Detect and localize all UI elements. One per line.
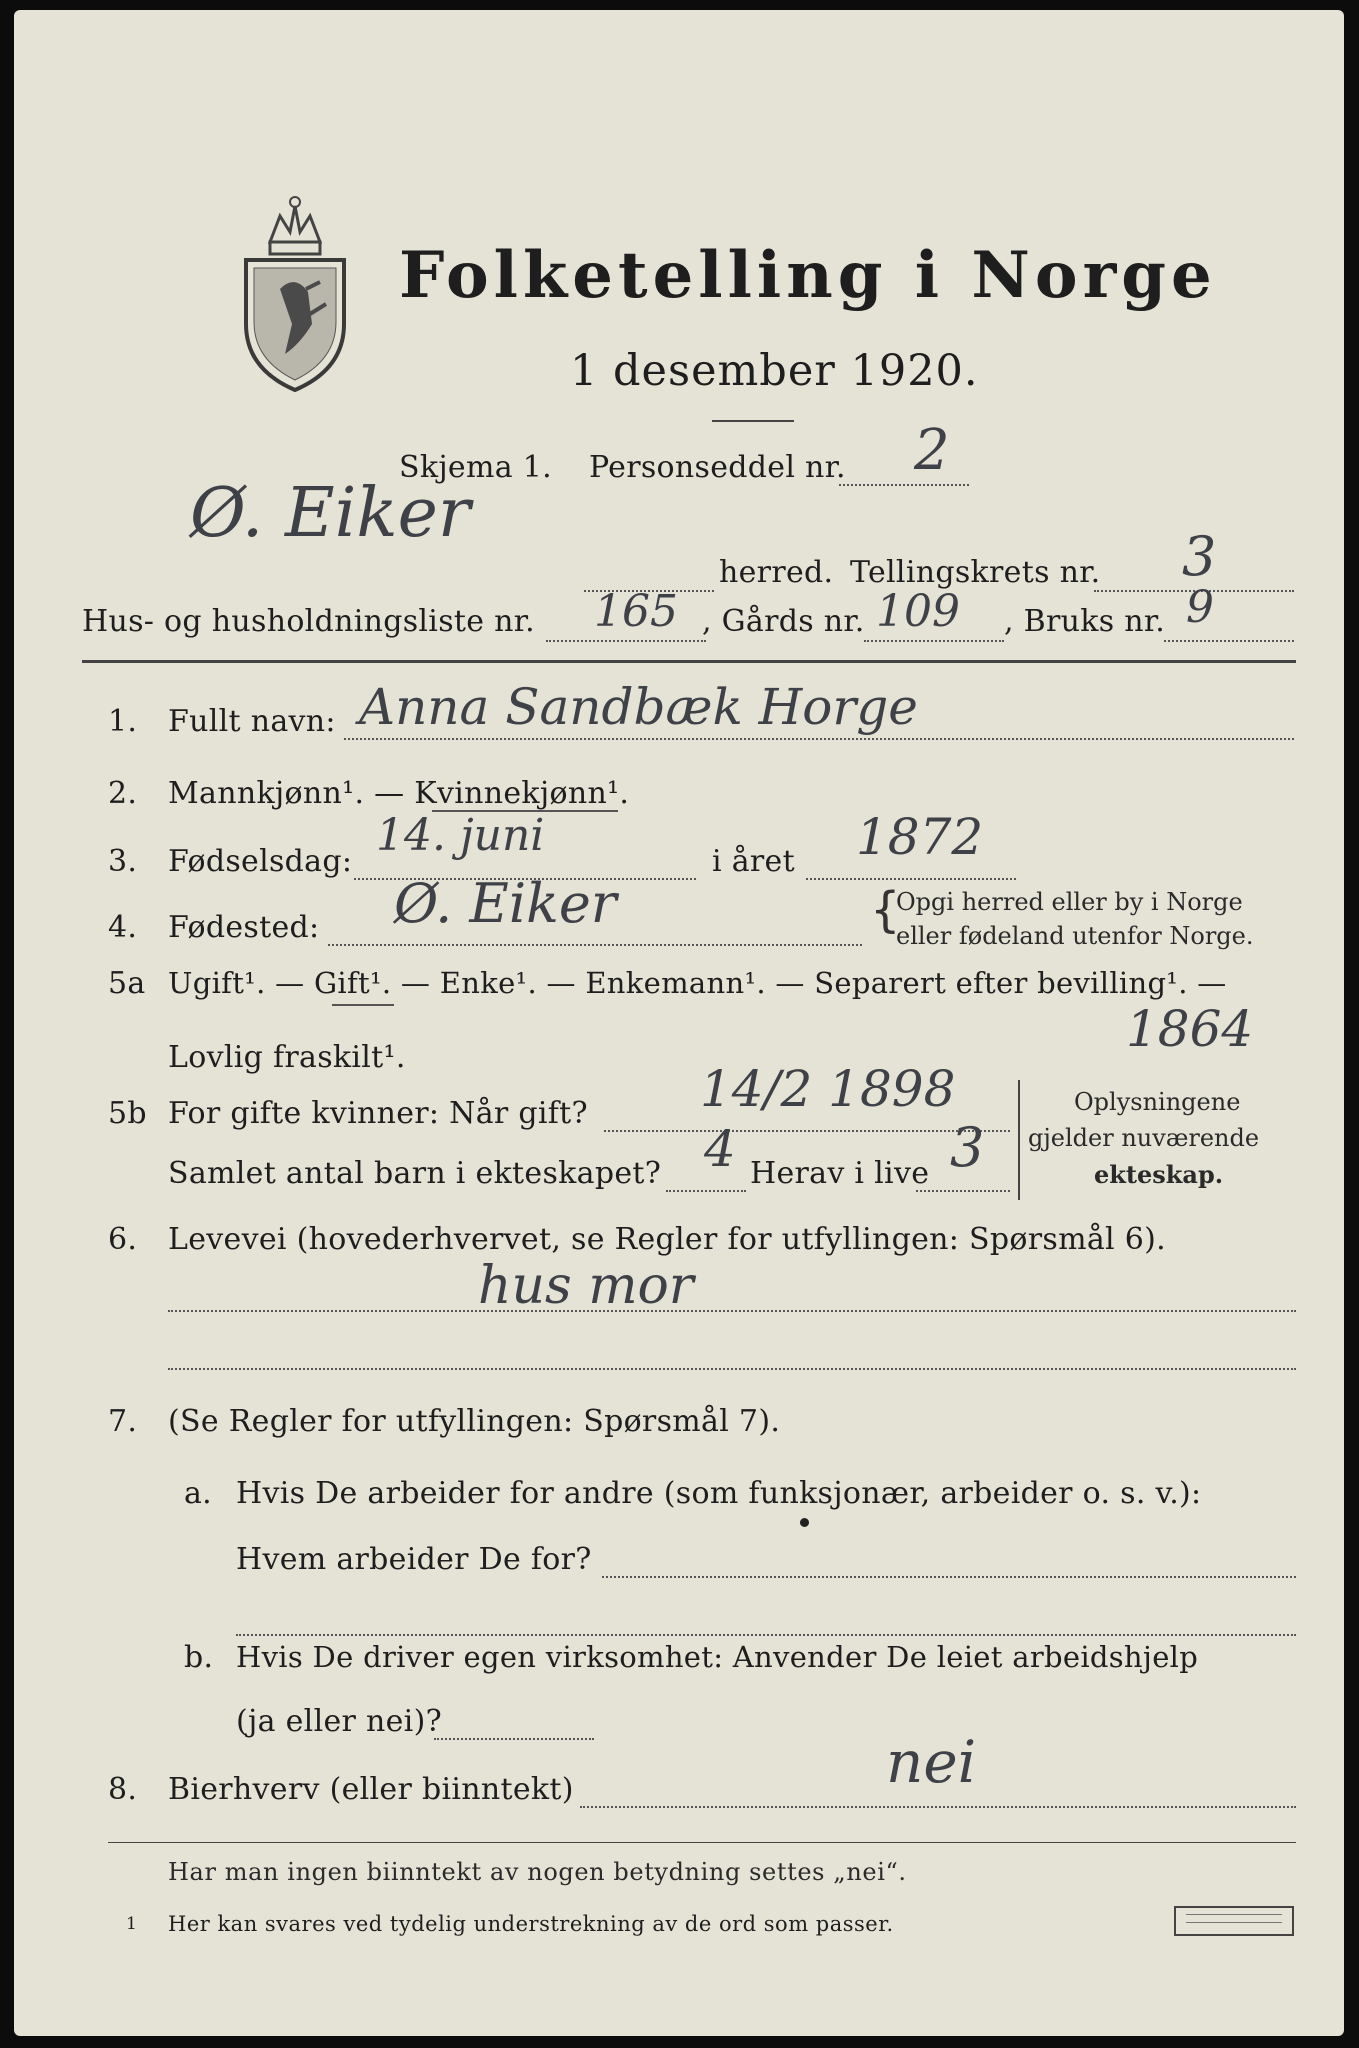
q7-number: 7. — [108, 1404, 138, 1439]
q5b-note-line3: ekteskap. — [1094, 1160, 1224, 1189]
q7a-line-extra — [236, 1634, 1296, 1636]
q6-line1 — [168, 1310, 1296, 1312]
q8-line — [580, 1806, 1296, 1808]
q5b-alive-label: Herav i live — [750, 1156, 930, 1191]
q5b-alive-line — [916, 1190, 1010, 1192]
tellingskrets-value[interactable]: 3 — [1182, 525, 1217, 588]
q5b-number: 5b — [108, 1096, 147, 1131]
gards-label: , Gårds nr. — [702, 604, 865, 639]
q7b-letter: b. — [184, 1640, 214, 1675]
census-date: 1 desember 1920. — [570, 346, 979, 396]
birthday-value[interactable]: 14. juni — [376, 810, 545, 861]
q1-line — [344, 738, 1294, 740]
q7a-line — [602, 1576, 1296, 1578]
children-alive-value[interactable]: 3 — [950, 1116, 985, 1179]
q5b-married-label: For gifte kvinner: Når gift? — [168, 1096, 588, 1131]
q3-year-line — [806, 878, 1016, 880]
side-income-value[interactable]: nei — [886, 1728, 977, 1796]
personseddel-line — [839, 484, 969, 486]
q4-brace: { — [870, 882, 901, 938]
full-name-value[interactable]: Anna Sandbæk Horge — [359, 678, 918, 736]
bottom-rule — [108, 1842, 1296, 1843]
form-title: Folketelling i Norge — [399, 238, 1217, 313]
q7b-line1: Hvis De driver egen virksomhet: Anvender De leiet arbeidshjelp — [236, 1640, 1199, 1674]
q6-label: Levevei (hovederhvervet, se Regler for utfyllingen: Spørsmål 6). — [168, 1222, 1166, 1257]
q4-number: 4. — [108, 910, 138, 945]
q7a-letter: a. — [184, 1476, 213, 1511]
q5b-children-line — [666, 1190, 746, 1192]
q7a-line2: Hvem arbeider De for? — [236, 1542, 592, 1577]
q6-line2 — [168, 1368, 1296, 1370]
footnote-mark: 1 — [126, 1914, 138, 1934]
q7b-line2: (ja eller nei)? — [236, 1704, 442, 1739]
herred-value[interactable]: Ø. Eiker — [190, 474, 471, 553]
q1-label: Fullt navn: — [168, 704, 336, 739]
tellingskrets-label: Tellingskrets nr. — [850, 555, 1101, 590]
census-form — [14, 10, 1344, 2036]
title-divider — [712, 420, 794, 422]
personseddel-value[interactable]: 2 — [914, 418, 950, 483]
q5b-bracket — [1018, 1080, 1020, 1200]
children-count-value[interactable]: 4 — [704, 1120, 736, 1178]
bruks-line — [1164, 640, 1294, 642]
personseddel-label: Personseddel nr. — [589, 450, 846, 485]
biinntekt-note: Har man ingen biinntekt av nogen betydning settes „nei“. — [168, 1858, 907, 1886]
birth-year-value[interactable]: 1872 — [856, 808, 984, 866]
birthplace-value[interactable]: Ø. Eiker — [394, 872, 617, 935]
q2-number: 2. — [108, 776, 138, 811]
norwegian-coat-of-arms-icon — [240, 194, 350, 394]
printer-stamp — [1174, 1906, 1294, 1936]
ink-dot — [800, 1518, 809, 1527]
q1-number: 1. — [108, 704, 138, 739]
q5b-note-line2: gjelder nuværende — [1028, 1124, 1260, 1152]
q4-label: Fødested: — [168, 910, 320, 945]
gards-line — [864, 640, 1004, 642]
q5b-note-line1: Oplysningene — [1074, 1088, 1241, 1116]
q7b-line — [434, 1738, 594, 1740]
q5a-options: Ugift¹. — Gift¹. — Enke¹. — Enkemann¹. — Separert efter bevilling¹. — — [168, 966, 1227, 1000]
q5a-options-line2: Lovlig fraskilt¹. — [168, 1040, 406, 1075]
q8-label: Bierhverv (eller biinntekt) — [168, 1772, 574, 1807]
marriage-date-value[interactable]: 14/2 1898 — [700, 1060, 956, 1118]
q5b-children-label: Samlet antal barn i ekteskapet? — [168, 1156, 662, 1191]
q7-label: (Se Regler for utfyllingen: Spørsmål 7). — [168, 1404, 781, 1439]
husholdningsliste-label: Hus- og husholdningsliste nr. — [82, 604, 535, 639]
q6-number: 6. — [108, 1222, 138, 1257]
q7a-line1: Hvis De arbeider for andre (som funksjonær, arbeider o. s. v.): — [236, 1476, 1202, 1511]
q8-number: 8. — [108, 1772, 138, 1807]
q4-note-line2: eller fødeland utenfor Norge. — [896, 922, 1254, 950]
q2-label: Mannkjønn¹. — Kvinnekjønn¹. — [168, 776, 630, 811]
q4-note-line1: Opgi herred eller by i Norge — [896, 888, 1243, 916]
q3-number: 3. — [108, 844, 138, 879]
q4-line — [328, 944, 862, 946]
q3-label: Fødselsdag: — [168, 844, 353, 879]
q3-year-label: i året — [712, 844, 795, 879]
husholdningsliste-value[interactable]: 165 — [594, 586, 678, 637]
margin-number-1864: 1864 — [1126, 1000, 1254, 1058]
herred-label: herred. — [719, 555, 834, 590]
husholdningsliste-line — [546, 640, 706, 642]
header-rule — [82, 660, 1296, 663]
bruks-label: , Bruks nr. — [1004, 604, 1166, 639]
footnote-text: Her kan svares ved tydelig understrekning av de ord som passer. — [168, 1912, 894, 1936]
gards-value[interactable]: 109 — [876, 586, 960, 637]
q5a-number: 5a — [108, 966, 146, 1001]
occupation-value[interactable]: hus mor — [478, 1256, 694, 1316]
gift-underline — [332, 1004, 394, 1006]
bruks-value[interactable]: 9 — [1186, 582, 1214, 633]
skjema-label: Skjema 1. — [399, 450, 552, 485]
